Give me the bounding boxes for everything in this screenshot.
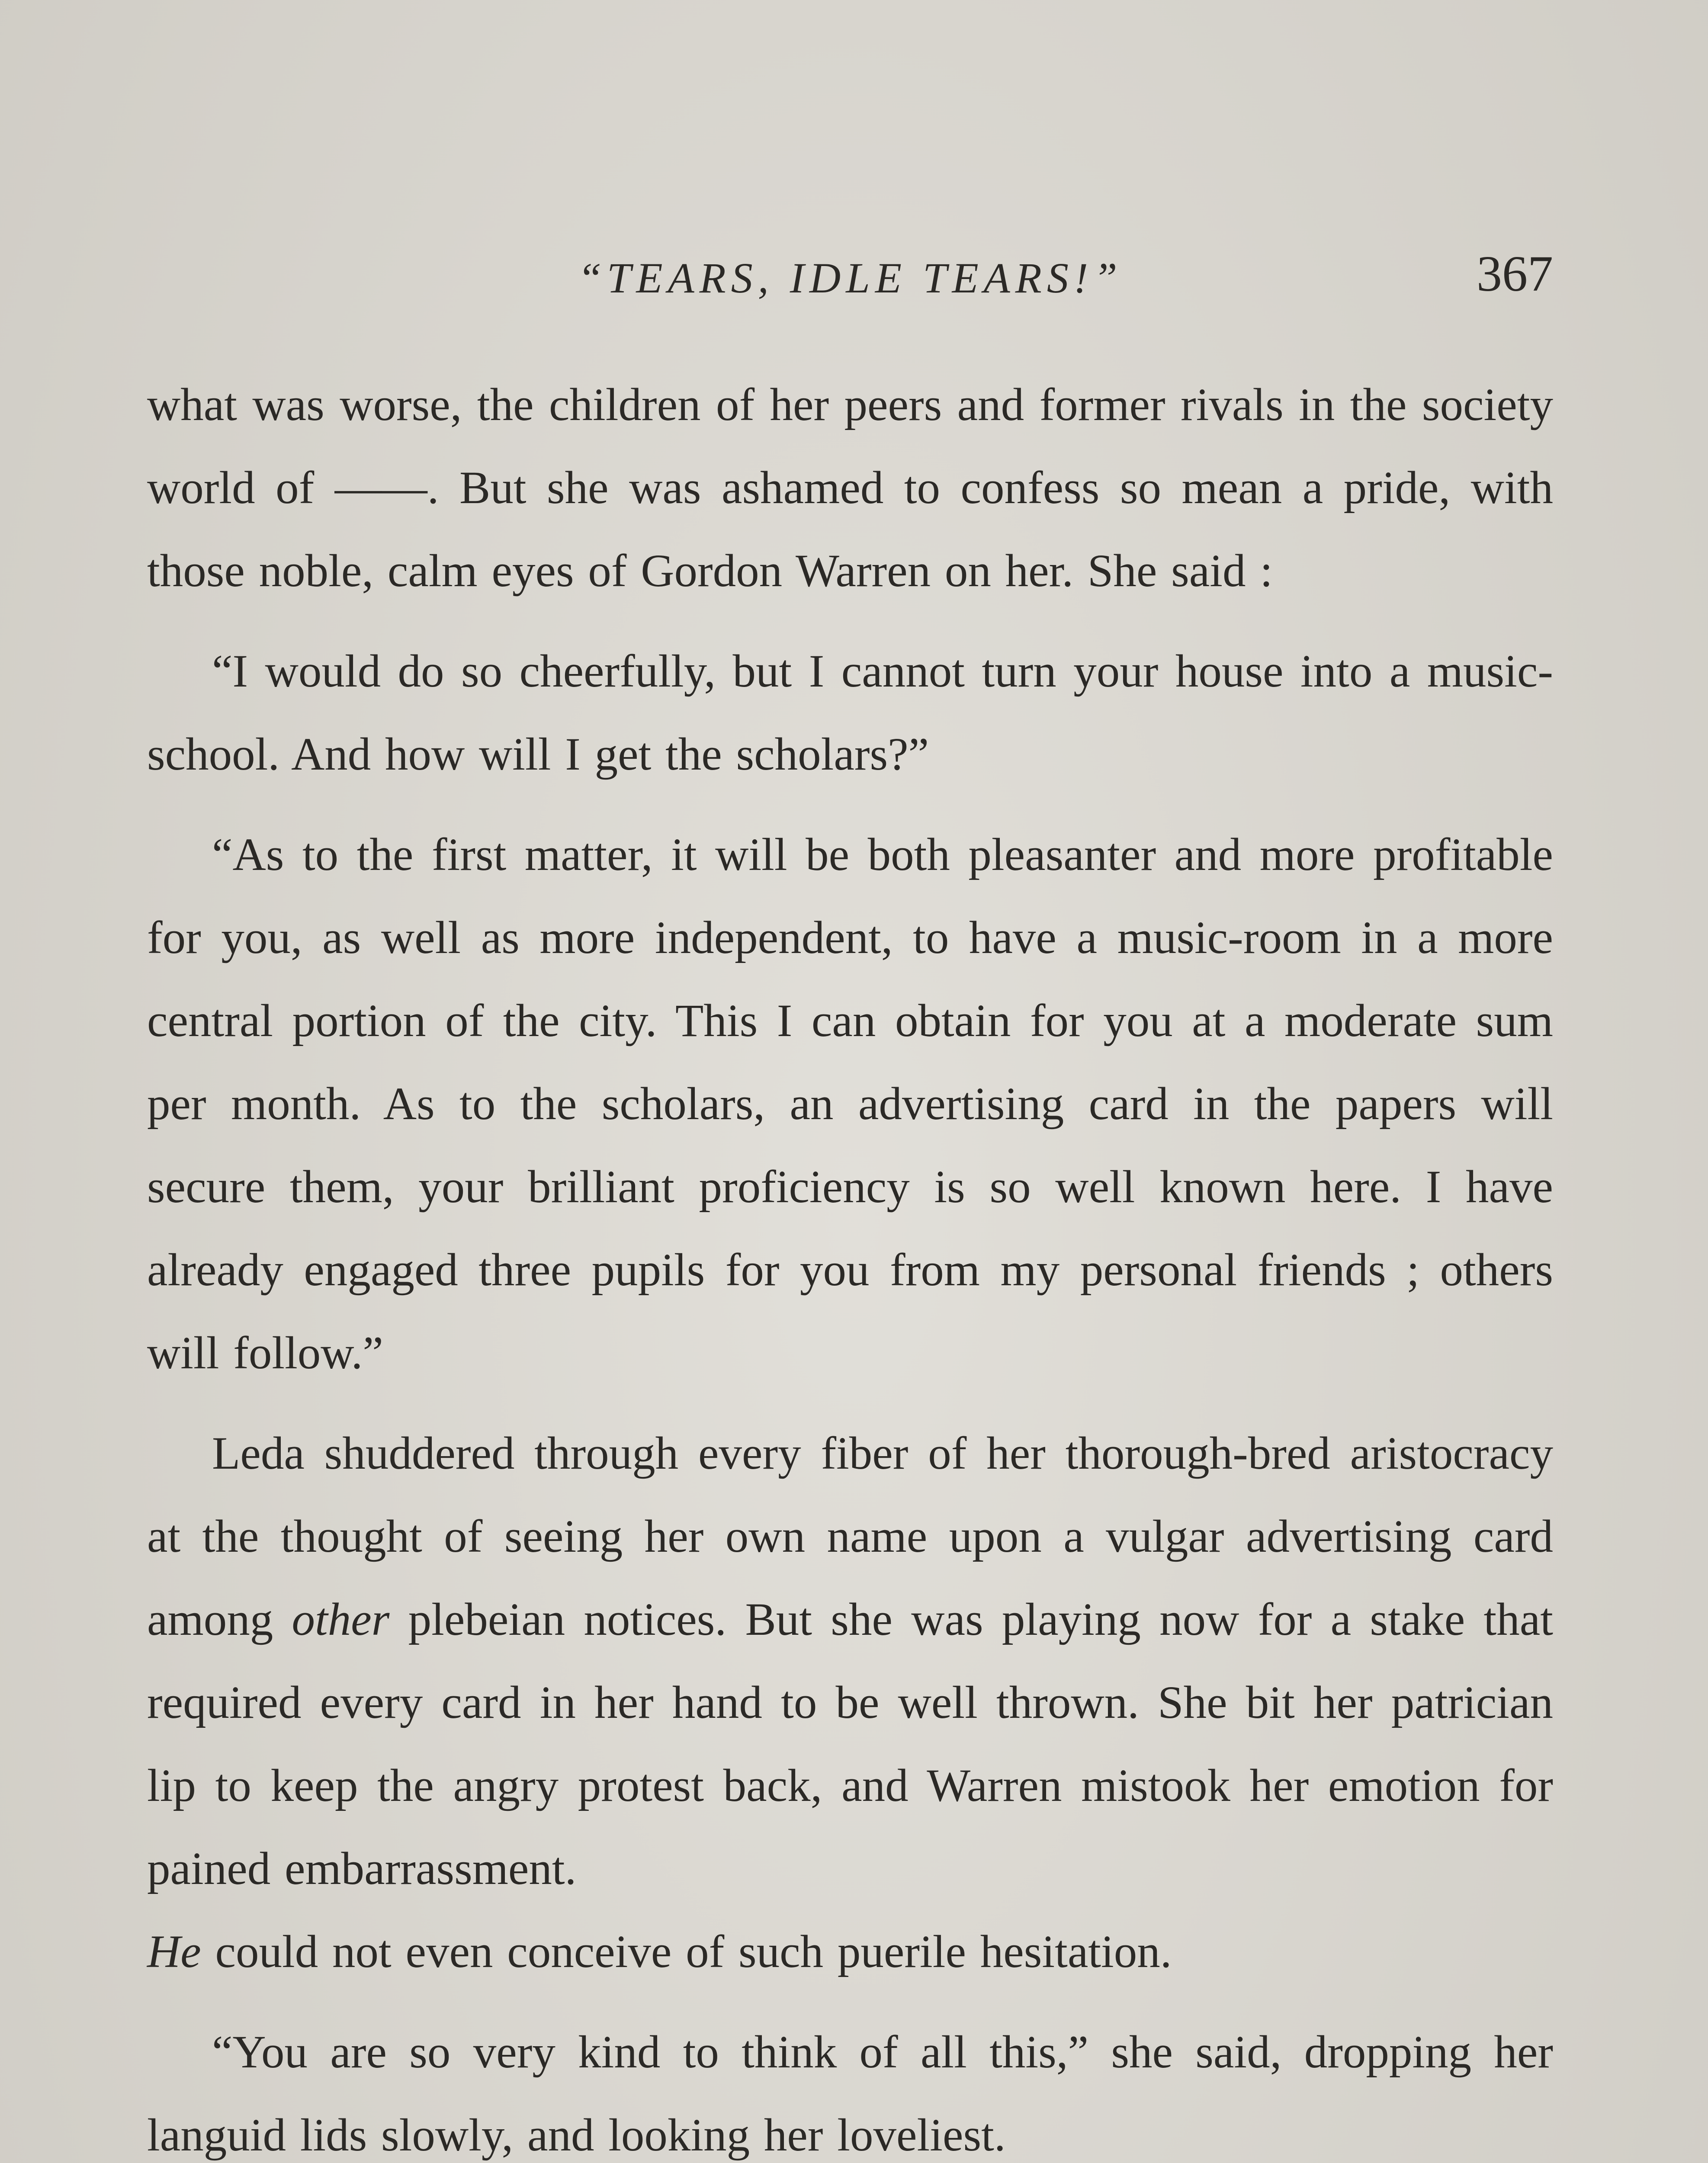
paragraph-2: “I would do so cheerfully, but I cannot turn your house into a music-school. And how will I get the scholars?” <box>147 646 1553 780</box>
paragraph-4-part-1: Leda shuddered through every fiber of her thorough-bred aristocracy at the thought of seeing her own name upon a vulgar advertising card among <box>147 1428 1553 1645</box>
page-number: 367 <box>1477 245 1553 302</box>
emphasis-he: He <box>147 1926 201 1977</box>
running-head <box>147 240 1553 318</box>
paragraph-4-part-2: plebeian notices. But she was playing now for a stake that required every card in her hand to be well thrown. She bit her patrician lip to keep the angry protest back, and Warren mistook her emotion for pained embarrassment. <box>147 1594 1553 1894</box>
paragraph-4 <box>147 1412 1553 1993</box>
body-text <box>147 363 1553 2163</box>
running-title: “TEARS, IDLE TEARS!” <box>578 254 1123 302</box>
paragraph-1: what was worse, the children of her peers and former rivals in the society world of ——. But she was ashamed to confess so mean a pride, with those noble, calm eyes of Gordon Warren on her. She said : <box>147 379 1553 597</box>
paragraph-3: “As to the first matter, it will be both pleasanter and more profitable for you, as well as more independent, to have a music-room in a more central portion of the city. This I can obtain for you at a moderate sum per month. As to the scholars, an advertising card in the papers will secure them, your brilliant proficiency is so well known here. I have already engaged three pupils for you from my personal friends ; others will follow.” <box>147 829 1553 1379</box>
paragraph-4-part-3: could not even conceive of such puerile hesitation. <box>201 1926 1172 1977</box>
emphasis-other: other <box>292 1594 390 1645</box>
paragraph-5: “You are so very kind to think of all this,” she said, dropping her languid lids slowly, and looking her loveliest. <box>147 2027 1553 2161</box>
